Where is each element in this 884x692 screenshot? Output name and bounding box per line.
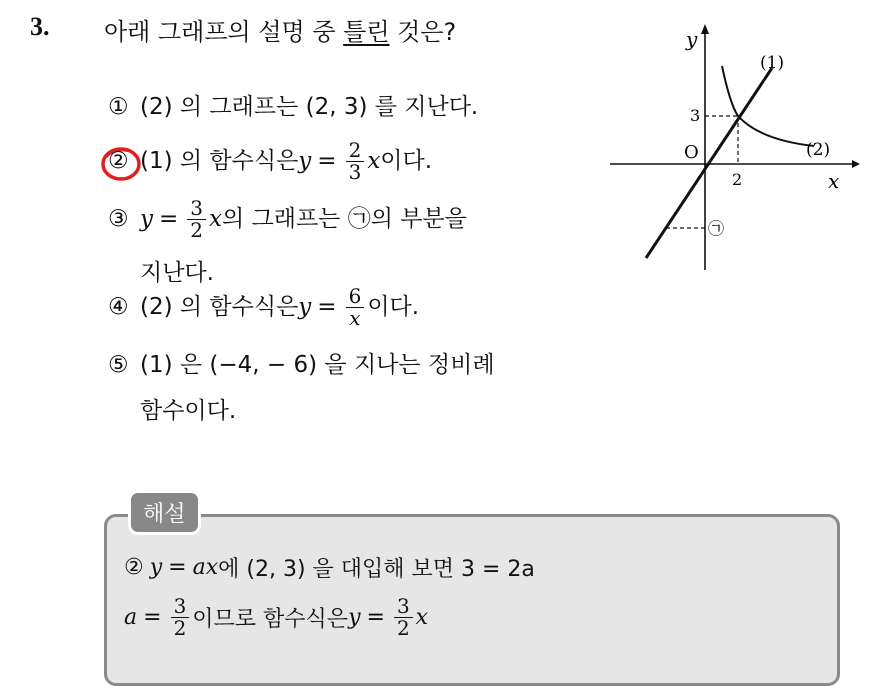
option-1-text: (2) 의 그래프는 (2, 3) 를 지난다.	[140, 94, 479, 120]
option-2-post: 이다.	[380, 147, 433, 174]
y-axis-arrow	[701, 24, 709, 34]
explanation-frac1-num: 3	[171, 596, 190, 618]
region-label: ㉠	[708, 219, 725, 238]
option-2[interactable]	[108, 140, 432, 183]
origin-label: O	[684, 142, 699, 163]
explanation-y: y	[149, 555, 163, 580]
option-3-post: 의 그래프는 ㉠의 부분을	[222, 205, 467, 232]
explanation-fraction-2	[394, 596, 413, 639]
option-2-marker: ②	[108, 147, 129, 174]
explanation-frac2-num: 3	[394, 596, 413, 618]
option-3-fraction	[187, 198, 206, 241]
explanation-line-2-mid: 이므로 함수식은	[192, 607, 349, 632]
option-3-var: y	[140, 205, 153, 232]
explanation-line-2	[124, 596, 428, 639]
question-text-start: 아래 그래프의 설명 중	[104, 18, 344, 46]
option-4-pre: (2) 의 함수식은	[140, 293, 299, 320]
question-text-end: 것은?	[389, 18, 457, 46]
function-graph	[600, 20, 860, 280]
explanation-tag: 해설	[128, 490, 201, 535]
explanation-a: a	[124, 605, 138, 630]
explanation-line-1	[124, 552, 535, 583]
option-3-frac-den: 2	[190, 218, 204, 242]
option-1[interactable]	[108, 94, 478, 122]
x-axis-label: x	[828, 169, 840, 193]
option-3-eq: =	[159, 205, 179, 232]
explanation-eq-2: =	[143, 605, 162, 630]
option-4-eq: =	[317, 293, 337, 320]
option-2-frac-den: 3	[348, 160, 362, 184]
option-2-pre: (1) 의 함수식은	[140, 147, 299, 174]
option-2-frac-num: 2	[346, 140, 365, 162]
option-5-text: (1) 은 (−4, − 6) 을 지나는 정비례	[140, 352, 495, 378]
option-2-var: y	[298, 147, 312, 174]
explanation-mark: ②	[124, 555, 144, 580]
option-4-fraction	[346, 286, 365, 329]
option-5-line2: 함수이다.	[140, 398, 237, 424]
y-tick-label: 3	[690, 106, 701, 125]
curve-2-label: (2)	[806, 140, 831, 160]
option-1-marker: ①	[108, 94, 129, 120]
option-4-marker: ④	[108, 293, 129, 320]
question-number: 3.	[30, 12, 50, 41]
option-3-xvar: x	[209, 205, 222, 232]
explanation-frac2-den: 2	[396, 616, 410, 640]
option-4[interactable]	[108, 286, 419, 329]
graph-curve-2	[722, 66, 814, 146]
question-text	[104, 12, 456, 47]
explanation-eq: =	[168, 555, 187, 580]
option-2-eq: =	[317, 147, 337, 174]
option-3-frac-num: 3	[187, 198, 206, 220]
option-4-frac-num: 6	[346, 286, 365, 308]
option-3-line2: 지난다.	[140, 260, 214, 286]
option-2-xvar: x	[367, 147, 381, 174]
option-3[interactable]	[108, 198, 467, 241]
explanation-fraction-1	[171, 596, 190, 639]
option-2-fraction	[346, 140, 365, 183]
explanation-line-1-rest: 에 (2, 3) 을 대입해 보면 3 = 2a	[218, 557, 535, 582]
option-5[interactable]	[108, 352, 495, 380]
x-axis-arrow	[852, 160, 860, 168]
explanation-eq-3: =	[366, 605, 385, 630]
y-axis-label: y	[686, 27, 698, 51]
option-4-post: 이다.	[367, 293, 420, 320]
explanation-x: x	[415, 605, 429, 630]
option-4-frac-den: x	[349, 306, 361, 330]
question-underlined-word: 틀린	[343, 18, 390, 46]
option-3-marker: ③	[108, 205, 129, 232]
x-tick-label: 2	[732, 170, 743, 189]
explanation-frac1-den: 2	[173, 616, 187, 640]
option-4-var: y	[298, 293, 312, 320]
option-5-marker: ⑤	[108, 352, 129, 378]
explanation-ax: ax	[192, 555, 219, 580]
explanation-y-2: y	[348, 605, 361, 630]
line-1-label: (1)	[760, 53, 785, 73]
